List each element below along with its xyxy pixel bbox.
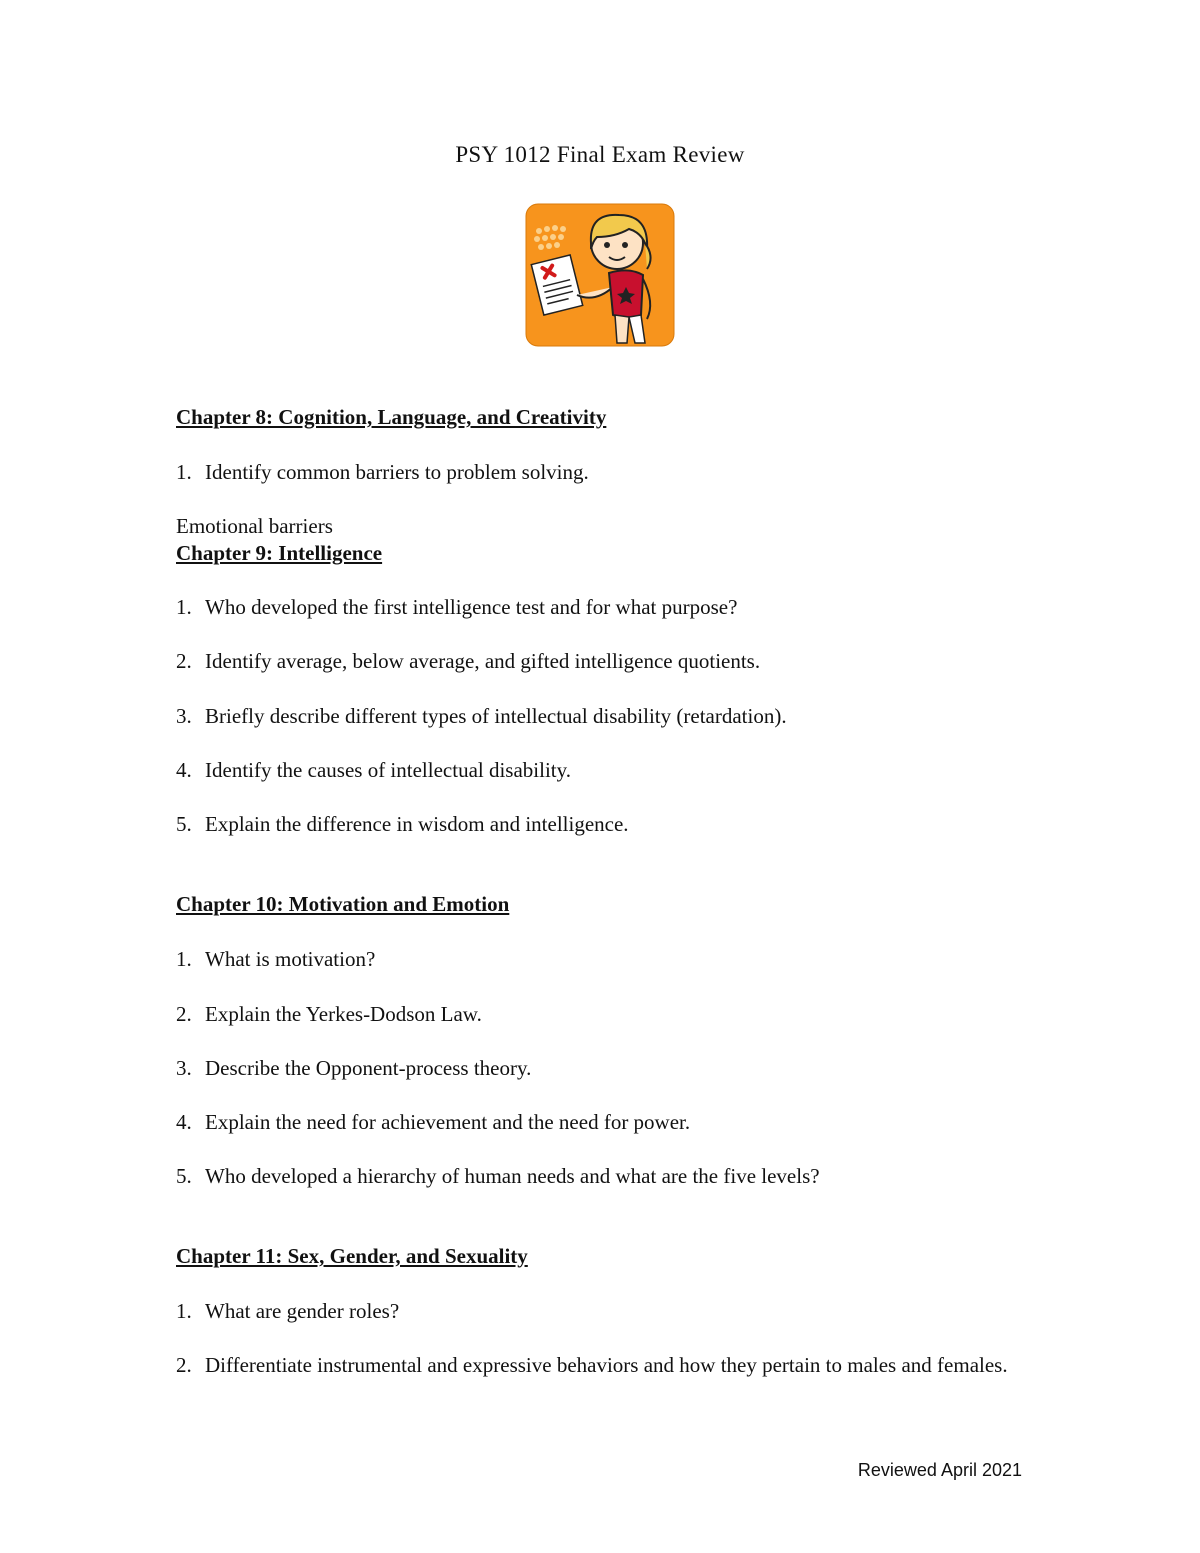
chapter-8-answer: Emotional barriers [176,514,333,538]
list-item [176,757,1036,784]
list-item [176,703,1036,730]
list-item [176,594,1036,621]
item-number: 5. [176,812,192,836]
item-number: 1. [176,947,192,971]
list-item [176,1001,1036,1028]
list-item [176,811,1036,838]
item-number: 3. [176,1056,192,1080]
item-text: Explain the Yerkes-Dodson Law. [205,1002,482,1026]
list-item [176,1109,1036,1136]
list-item [176,1163,1036,1190]
item-number: 4. [176,1110,192,1134]
item-text: Who developed the first intelligence test and for what purpose? [205,595,738,619]
footer-reviewed-date: Reviewed April 2021 [857,1460,1022,1480]
list-item [176,1298,1036,1325]
item-number: 2. [176,1353,192,1377]
item-text: Identify the causes of intellectual disability. [205,758,572,782]
item-text: What are gender roles? [205,1299,400,1323]
student-holding-graded-test-icon [525,203,675,347]
item-text: Identify common barriers to problem solving. [205,460,589,484]
chapter-9-heading: Chapter 9: Intelligence [176,541,383,565]
list-item [176,459,1036,486]
list-item [176,648,1036,675]
item-text: Differentiate instrumental and expressive behaviors and how they pertain to males and females. [205,1353,1008,1377]
item-number: 2. [176,1002,192,1026]
list-item [176,946,1036,973]
item-number: 3. [176,704,192,728]
item-text: Explain the need for achievement and the need for power. [205,1110,691,1134]
item-number: 1. [176,460,192,484]
item-text: Identify average, below average, and gifted intelligence quotients. [205,649,761,673]
list-item [176,1055,1036,1082]
item-number: 5. [176,1164,192,1188]
item-number: 1. [176,595,192,619]
chapter-10-heading: Chapter 10: Motivation and Emotion [176,892,510,916]
item-number: 1. [176,1299,192,1323]
list-item [176,1352,1036,1379]
chapter-8-heading: Chapter 8: Cognition, Language, and Creativity [176,405,607,429]
item-text: Who developed a hierarchy of human needs and what are the five levels? [205,1164,820,1188]
page-title: PSY 1012 Final Exam Review [455,142,745,167]
item-number: 2. [176,649,192,673]
item-text: Describe the Opponent-process theory. [205,1056,532,1080]
item-text: Briefly describe different types of intellectual disability (retardation). [205,704,787,728]
item-text: Explain the difference in wisdom and intelligence. [205,812,629,836]
chapter-11-heading: Chapter 11: Sex, Gender, and Sexuality [176,1244,528,1268]
item-text: What is motivation? [205,947,376,971]
item-number: 4. [176,758,192,782]
